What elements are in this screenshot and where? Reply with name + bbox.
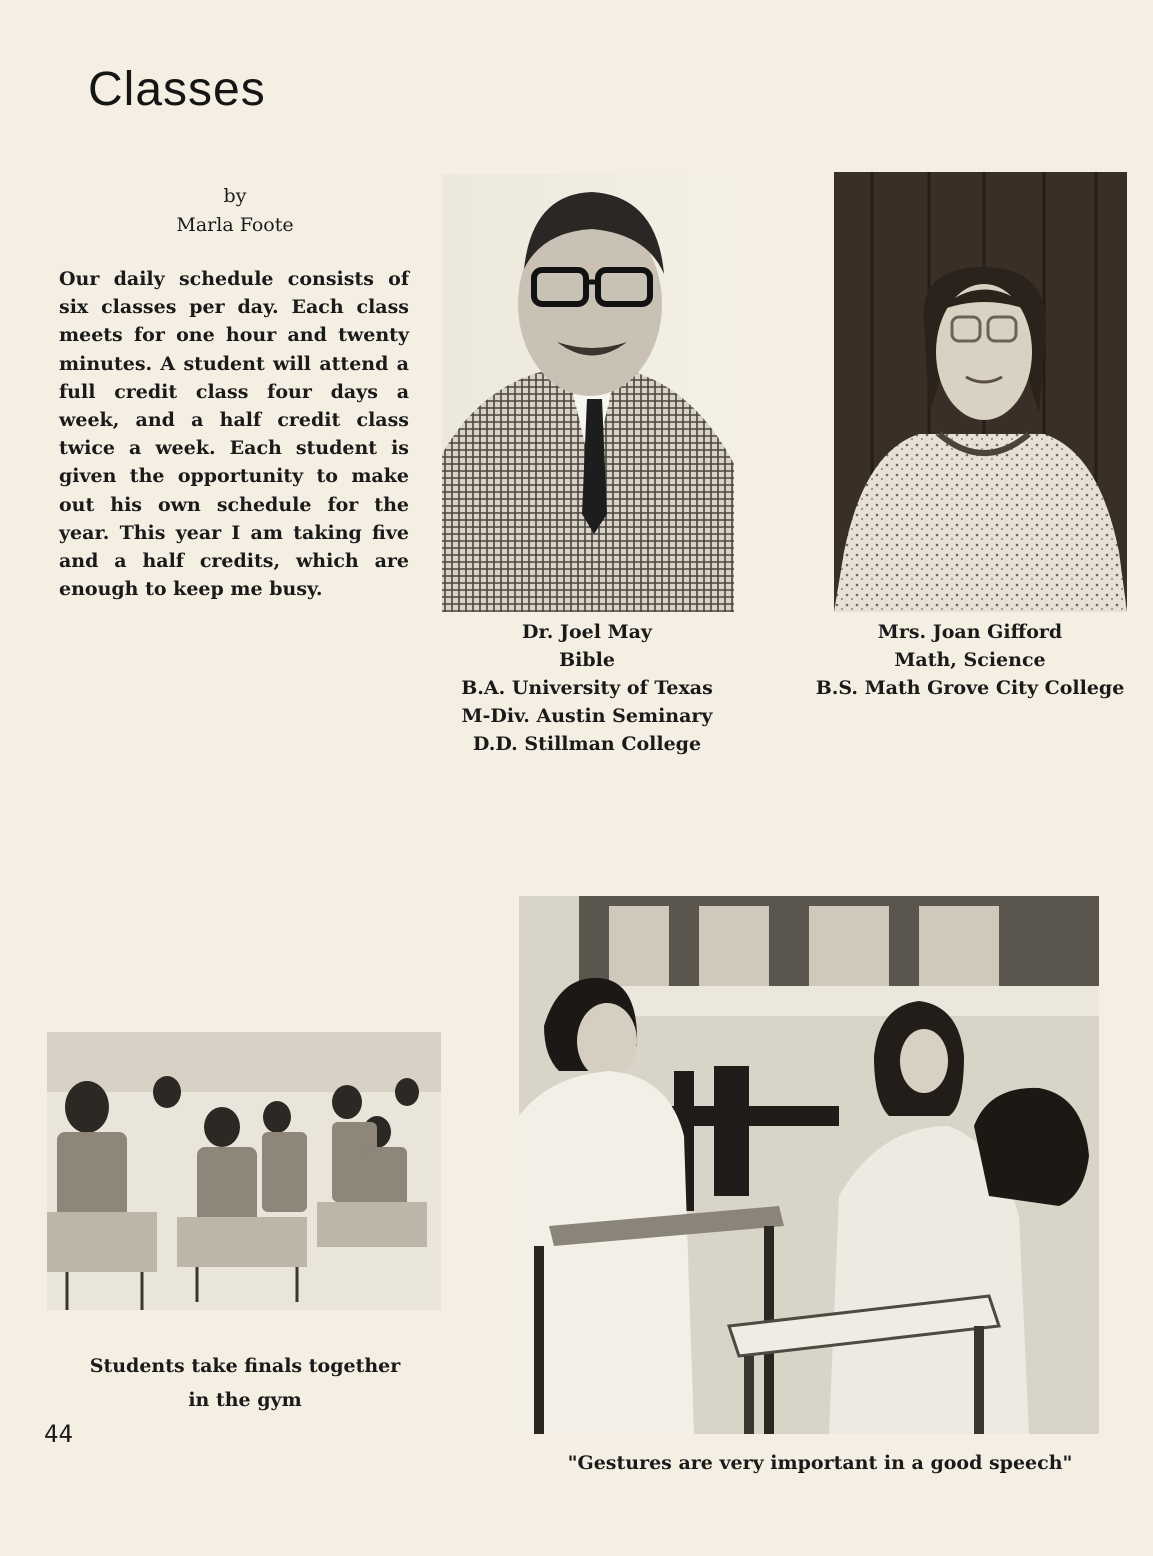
portrait-joel-may [442, 174, 734, 612]
teacher-subject: Bible [559, 649, 615, 671]
teacher-degree: B.A. University of Texas [461, 677, 713, 699]
caption-joan-gifford [805, 618, 1135, 702]
teacher-subject: Math, Science [894, 649, 1046, 671]
photo-gym-finals [47, 1032, 441, 1310]
teacher-name: Mrs. Joan Gifford [877, 621, 1063, 643]
byline [150, 182, 320, 240]
teacher-name: Dr. Joel May [522, 621, 652, 643]
portrait-joan-gifford [834, 172, 1127, 612]
caption-speech-class: "Gestures are very important in a good speech" [567, 1452, 1073, 1474]
caption-gym-finals [70, 1349, 420, 1417]
byline-author: Marla Foote [176, 214, 294, 236]
caption-joel-may [432, 618, 742, 758]
byline-by: by [223, 185, 247, 207]
teacher-degree: B.S. Math Grove City College [815, 677, 1125, 699]
caption-line: Students take finals together [89, 1355, 401, 1377]
page-number: 44 [44, 1420, 73, 1448]
teacher-degree: M-Div. Austin Seminary [461, 705, 713, 727]
photo-speech-class [519, 896, 1099, 1434]
article-body: Our daily schedule consists of six classes per day. Each class meets for one hour and twenty minutes. A student will attend a full credit class four days a week, and a half credit class twice a week. Each student is given the opportunity to make out his own schedule for the year. This year I am taking five and a half credits, which are enough to keep me busy. [59, 268, 409, 601]
caption-line: in the gym [188, 1389, 302, 1411]
page-title: Classes [88, 63, 266, 116]
teacher-degree: D.D. Stillman College [472, 733, 702, 755]
